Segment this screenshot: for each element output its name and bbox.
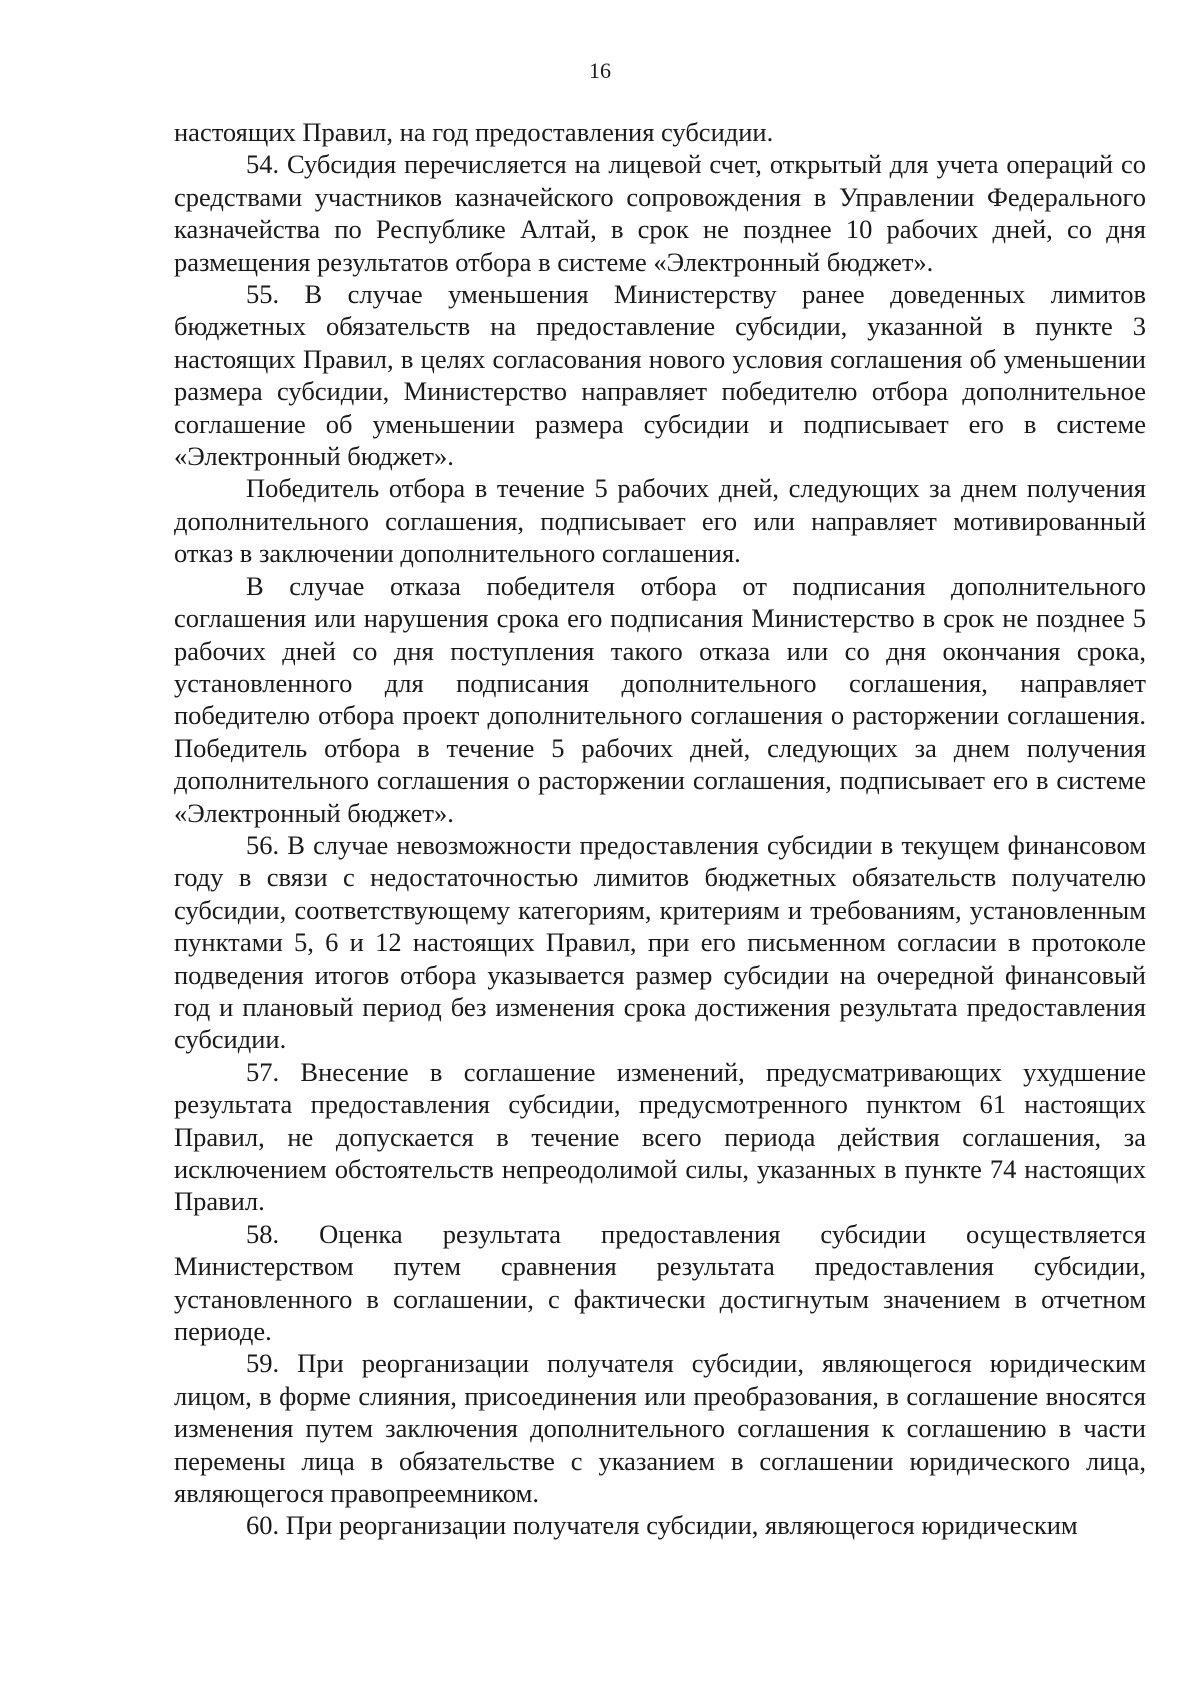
page-number: 16 [589,58,611,83]
paragraph-56: 56. В случае невозможности предоставления субсидии в текущем финансовом году в связи с недостаточностью лимитов бюджетных обязательств получателю субсидии, соответствующему категориям, критериям и требованиям, установленным пунктами 5, 6 и 12 настоящих Правил, при его письменном согласии в протоколе подведения итогов отбора указывается размер субсидии на очередной финансовый год и плановый период без изменения срока достижения результата предоставления субсидии. [174,829,1146,1055]
document-body [174,116,1146,1542]
paragraph-60: 60. При реорганизации получателя субсидии, являющегося юридическим [246,1510,1078,1541]
paragraph-57: 57. Внесение в соглашение изменений, предусматривающих ухудшение результата предоставления субсидии, предусмотренного пунктом 61 настоящих Правил, не допускается в течение всего периода действия соглашения, за исключением обстоятельств непреодолимой силы, указанных в пункте 74 настоящих Правил. [174,1056,1146,1217]
paragraph-58: 58. Оценка результата предоставления субсидии осуществляется Министерством путем сравнения результата предоставления субсидии, установленного в соглашении, с фактически достигнутым значением в отчетном периоде. [174,1218,1146,1347]
paragraph-55-winner-signs: Победитель отбора в течение 5 рабочих дней, следующих за днем получения дополнительного соглашения, подписывает его или направляет мотивированный отказ в заключении дополнительного соглашения. [174,473,1146,569]
paragraph-59: 59. При реорганизации получателя субсидии, являющегося юридическим лицом, в форме слияния, присоединения или преобразования, в соглашение вносятся изменения путем заключения дополнительного соглашения к соглашению в части перемены лица в обязательстве с указанием в соглашении юридического лица, являющегося правопреемником. [174,1348,1146,1509]
paragraph-continuation: настоящих Правил, на год предоставления субсидии. [174,117,774,147]
paragraph-55-refusal: В случае отказа победителя отбора от подписания дополнительного соглашения или нарушения срока его подписания Министерство в срок не позднее 5 рабочих дней со дня поступления такого отказа или со дня окончания срока, установленного для подписания дополнительного соглашения, направляет победителю отбора проект дополнительного соглашения о расторжении соглашения. Победитель отбора в течение 5 рабочих дней, следующих за днем получения дополнительного соглашения о расторжении соглашения, подписывает его в системе «Электронный бюджет». [174,570,1146,828]
paragraph-54: 54. Субсидия перечисляется на лицевой счет, открытый для учета операций со средствами участников казначейского сопровождения в Управлении Федерального казначейства по Республике Алтай, в срок не позднее 10 рабочих дней, со дня размещения результатов отбора в системе «Электронный бюджет». [174,149,1146,277]
paragraph-55: 55. В случае уменьшения Министерству ранее доведенных лимитов бюджетных обязательств на предоставление субсидии, указанной в пункте 3 настоящих Правил, в целях согласования нового условия соглашения об уменьшении размера субсидии, Министерство направляет победителю отбора дополнительное соглашение об уменьшении размера субсидии и подписывает его в системе «Электронный бюджет». [174,279,1146,472]
